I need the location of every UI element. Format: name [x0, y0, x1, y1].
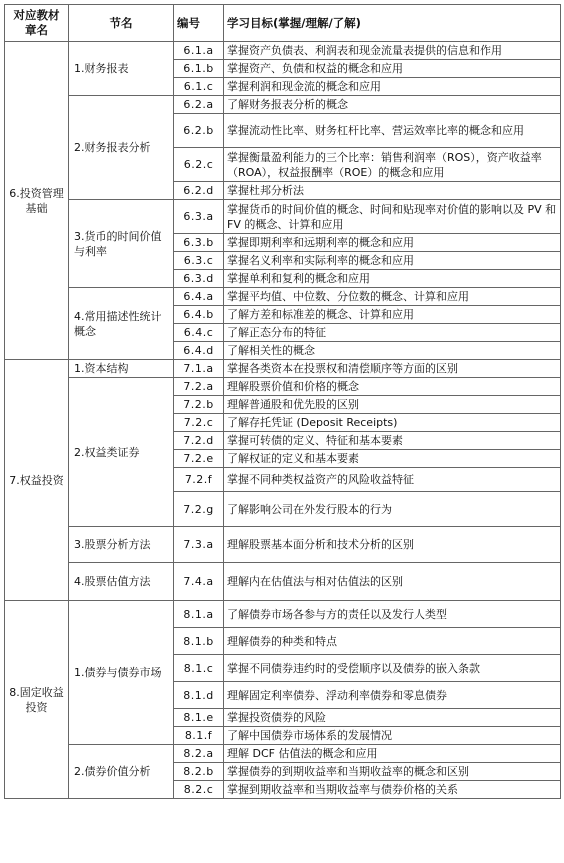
objective-code-cell: 8.1.c [174, 655, 224, 682]
objective-code-cell: 7.2.e [174, 450, 224, 468]
objective-text-cell: 理解 DCF 估值法的概念和应用 [224, 745, 561, 763]
objective-code-cell: 6.4.a [174, 288, 224, 306]
objective-text-cell: 掌握到期收益率和当期收益率与债券价格的关系 [224, 781, 561, 799]
objective-code-cell: 7.2.g [174, 492, 224, 527]
objective-text-cell: 了解方差和标准差的概念、计算和应用 [224, 306, 561, 324]
objective-text-cell: 掌握资产、负债和权益的概念和应用 [224, 60, 561, 78]
objective-code-cell: 7.2.f [174, 468, 224, 492]
table-row [5, 200, 561, 234]
objective-text-cell: 理解股票价值和价格的概念 [224, 378, 561, 396]
objective-code-cell: 8.1.b [174, 628, 224, 655]
objective-text-cell: 了解财务报表分析的概念 [224, 96, 561, 114]
objective-code-cell: 8.2.a [174, 745, 224, 763]
objective-code-cell: 8.2.c [174, 781, 224, 799]
objective-text-cell: 了解正态分布的特征 [224, 324, 561, 342]
objective-code-cell: 7.1.a [174, 360, 224, 378]
objective-text-cell: 掌握可转债的定义、特征和基本要素 [224, 432, 561, 450]
objective-code-cell: 8.1.a [174, 601, 224, 628]
section-name-cell: 4.股票估值方法 [69, 563, 174, 601]
section-name-cell: 1.资本结构 [69, 360, 174, 378]
objective-code-cell: 6.3.a [174, 200, 224, 234]
objective-code-cell: 6.4.c [174, 324, 224, 342]
objective-text-cell: 掌握名义利率和实际利率的概念和应用 [224, 252, 561, 270]
header-row [5, 5, 561, 42]
objective-text-cell: 了解中国债券市场体系的发展情况 [224, 727, 561, 745]
objective-text-cell: 理解债券的种类和特点 [224, 628, 561, 655]
objective-code-cell: 6.3.d [174, 270, 224, 288]
objective-code-cell: 7.2.c [174, 414, 224, 432]
syllabus-table [4, 4, 561, 799]
objective-text-cell: 掌握不同种类权益资产的风险收益特征 [224, 468, 561, 492]
objective-code-cell: 6.4.d [174, 342, 224, 360]
objective-text-cell: 理解普通股和优先股的区别 [224, 396, 561, 414]
header-chapter: 对应教材章名 [5, 5, 69, 42]
objective-text-cell: 掌握平均值、中位数、分位数的概念、计算和应用 [224, 288, 561, 306]
objective-text-cell: 了解权证的定义和基本要素 [224, 450, 561, 468]
table-row [5, 96, 561, 114]
chapter-name-cell: 7.权益投资 [5, 360, 69, 601]
objective-text-cell: 掌握投资债券的风险 [224, 709, 561, 727]
section-name-cell: 2.债券价值分析 [69, 745, 174, 799]
objective-text-cell: 理解股票基本面分析和技术分析的区别 [224, 527, 561, 563]
objective-text-cell: 掌握各类资本在投票权和清偿顺序等方面的区别 [224, 360, 561, 378]
section-name-cell: 4.常用描述性统计概念 [69, 288, 174, 360]
chapter-name-cell: 8.固定收益投资 [5, 601, 69, 799]
objective-code-cell: 8.1.d [174, 682, 224, 709]
section-name-cell: 3.股票分析方法 [69, 527, 174, 563]
objective-text-cell: 了解债券市场各参与方的责任以及发行人类型 [224, 601, 561, 628]
objective-code-cell: 7.2.d [174, 432, 224, 450]
section-name-cell: 3.货币的时间价值与利率 [69, 200, 174, 288]
objective-code-cell: 7.3.a [174, 527, 224, 563]
objective-text-cell: 掌握单利和复利的概念和应用 [224, 270, 561, 288]
objective-text-cell: 掌握资产负债表、利润表和现金流量表提供的信息和作用 [224, 42, 561, 60]
section-name-cell: 1.财务报表 [69, 42, 174, 96]
objective-code-cell: 6.2.a [174, 96, 224, 114]
table-row [5, 288, 561, 306]
objective-code-cell: 8.1.f [174, 727, 224, 745]
objective-code-cell: 7.4.a [174, 563, 224, 601]
table-row [5, 527, 561, 563]
objective-code-cell: 6.2.b [174, 114, 224, 148]
table-row [5, 42, 561, 60]
chapter-name-cell: 6.投资管理基础 [5, 42, 69, 360]
objective-text-cell: 理解内在估值法与相对估值法的区别 [224, 563, 561, 601]
objective-code-cell: 6.4.b [174, 306, 224, 324]
header-code: 编号 [174, 5, 224, 42]
objective-code-cell: 6.3.b [174, 234, 224, 252]
section-name-cell: 2.权益类证券 [69, 378, 174, 527]
objective-text-cell: 理解固定利率债券、浮动利率债券和零息债券 [224, 682, 561, 709]
objective-text-cell: 掌握不同债券违约时的受偿顺序以及债券的嵌入条款 [224, 655, 561, 682]
objective-code-cell: 7.2.a [174, 378, 224, 396]
objective-text-cell: 掌握即期利率和远期利率的概念和应用 [224, 234, 561, 252]
objective-code-cell: 6.2.c [174, 148, 224, 182]
objective-text-cell: 了解相关性的概念 [224, 342, 561, 360]
table-row [5, 601, 561, 628]
header-objective: 学习目标(掌握/理解/了解) [224, 5, 561, 42]
objective-text-cell: 掌握流动性比率、财务杠杆比率、营运效率比率的概念和应用 [224, 114, 561, 148]
objective-code-cell: 8.2.b [174, 763, 224, 781]
section-name-cell: 2.财务报表分析 [69, 96, 174, 200]
header-section: 节名 [69, 5, 174, 42]
objective-text-cell: 掌握利润和现金流的概念和应用 [224, 78, 561, 96]
objective-code-cell: 6.1.c [174, 78, 224, 96]
objective-text-cell: 掌握衡量盈利能力的三个比率：销售利润率（ROS），资产收益率（ROA），权益报酬率（ROE）的概念和应用 [224, 148, 561, 182]
table-row [5, 745, 561, 763]
section-name-cell: 1.债券与债券市场 [69, 601, 174, 745]
objective-code-cell: 6.3.c [174, 252, 224, 270]
objective-code-cell: 6.1.a [174, 42, 224, 60]
table-row [5, 563, 561, 601]
objective-text-cell: 掌握货币的时间价值的概念、时间和贴现率对价值的影响以及 PV 和 FV 的概念、计算和应用 [224, 200, 561, 234]
table-row [5, 360, 561, 378]
table-row [5, 378, 561, 396]
objective-code-cell: 6.2.d [174, 182, 224, 200]
objective-code-cell: 6.1.b [174, 60, 224, 78]
objective-text-cell: 了解存托凭证 (Deposit Receipts) [224, 414, 561, 432]
objective-text-cell: 了解影响公司在外发行股本的行为 [224, 492, 561, 527]
objective-text-cell: 掌握债券的到期收益率和当期收益率的概念和区别 [224, 763, 561, 781]
objective-code-cell: 7.2.b [174, 396, 224, 414]
objective-text-cell: 掌握杜邦分析法 [224, 182, 561, 200]
objective-code-cell: 8.1.e [174, 709, 224, 727]
